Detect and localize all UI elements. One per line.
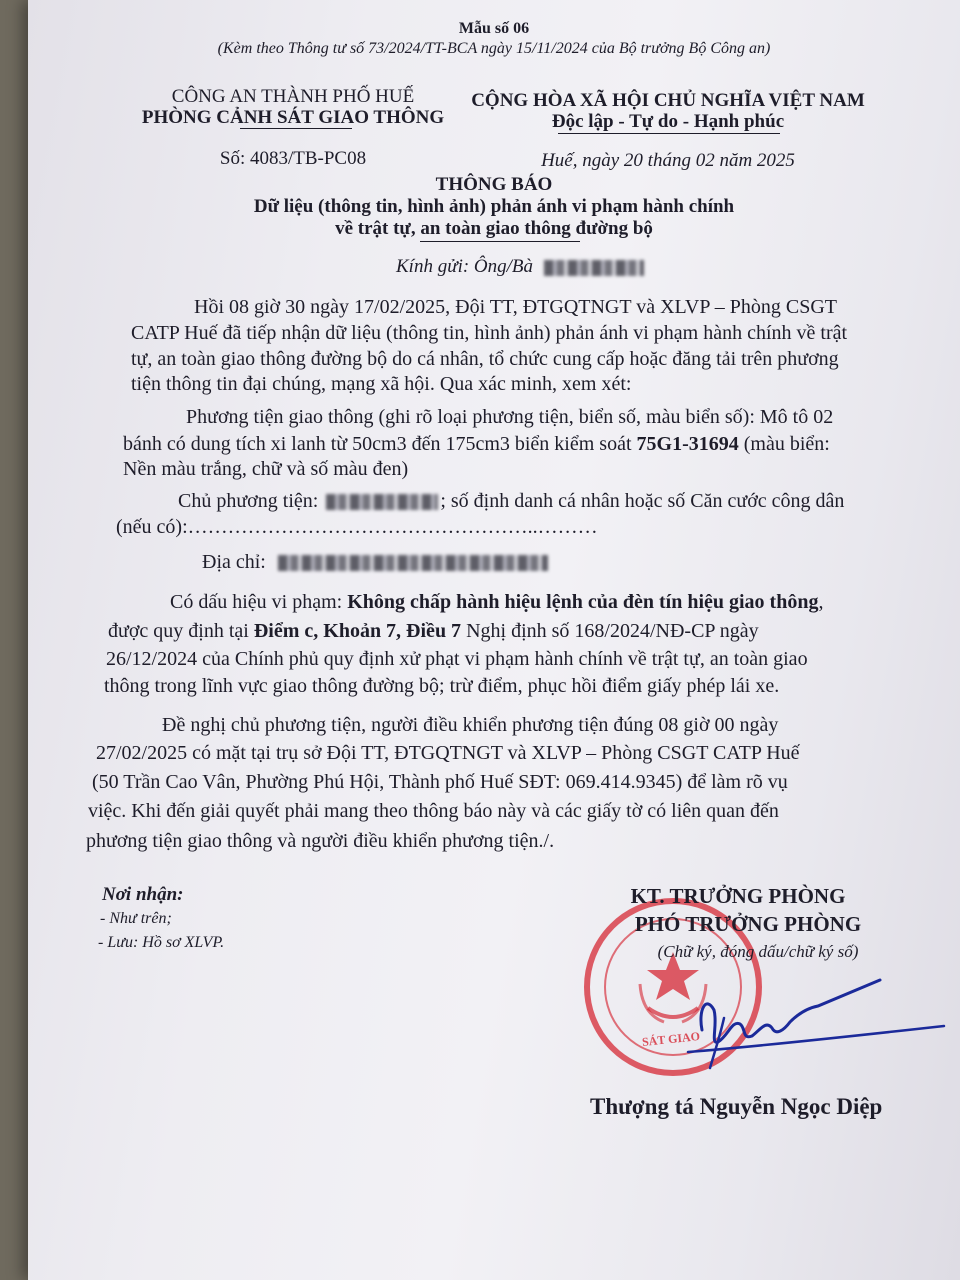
request-line2: 27/02/2025 có mặt tại trụ sở Đội TT, ĐTGQTNGT và XLVP – Phòng CSGT CATP Huế <box>96 742 800 764</box>
vehicle-line2 <box>123 433 830 456</box>
owner-id-label: ; số định danh cá nhân hoặc số Căn cước công dân <box>440 490 845 512</box>
recipient-item-1: - Như trên; <box>100 910 172 927</box>
decree-ref: Nghị định số 168/2024/NĐ-CP ngày <box>461 620 759 642</box>
signature-title-2: PHÓ TRƯỞNG PHÒNG <box>634 912 862 936</box>
motto-underline <box>558 133 780 134</box>
violation-comma: , <box>818 591 824 613</box>
request-line3: (50 Trần Cao Vân, Phường Phú Hội, Thành phố Huế SĐT: 069.414.9345) để làm rõ vụ <box>92 771 788 793</box>
signature-title-1: KT. TRƯỞNG PHÒNG <box>630 884 846 908</box>
vehicle-line3: Nền màu trắng, chữ và số màu đen) <box>123 458 409 480</box>
violation-text: Không chấp hành hiệu lệnh của đèn tín hiệu giao thông <box>347 591 819 613</box>
violation-label: Có dấu hiệu vi phạm: <box>170 591 348 613</box>
document-page <box>28 0 960 1280</box>
vehicle-desc: bánh có dung tích xi lanh từ 50cm3 đến 175cm3 biển kiểm soát <box>123 433 637 455</box>
request-line5: phương tiện giao thông và người điều khiển phương tiện./. <box>86 830 555 852</box>
para1-line3: tự, an toàn giao thông đường bộ do cá nhân, tổ chức cung cấp hoặc đăng tải trên phương <box>131 348 839 370</box>
form-title: Mẫu số 06 <box>458 20 530 37</box>
request-line4: việc. Khi đến giải quyết phải mang theo thông báo này và các giấy tờ có liên quan đến <box>88 800 779 822</box>
redacted-owner <box>326 494 438 510</box>
owner-line1 <box>178 490 844 513</box>
violation-line3: 26/12/2024 của Chính phủ quy định xử phạt vi phạm hành chính về trật tự, an toàn giao <box>106 648 808 670</box>
signer-name: Thượng tá Nguyễn Ngọc Diệp <box>590 1094 883 1119</box>
plate-color-label: (màu biển: <box>738 433 830 455</box>
para1-line2: CATP Huế đã tiếp nhận dữ liệu (thông tin, hình ảnh) phản ánh vi phạm hành chính về trật <box>131 322 848 344</box>
address-line <box>202 551 548 574</box>
redacted-name <box>544 260 644 276</box>
nation-motto: Độc lập - Tự do - Hạnh phúc <box>551 111 785 132</box>
recipient-label: Kính gửi: Ông/Bà <box>396 256 534 277</box>
violation-line2 <box>108 620 759 643</box>
vehicle-line1: Phương tiện giao thông (ghi rõ loại phương tiện, biển số, màu biển số): Mô tô 02 <box>186 406 834 428</box>
recipient-item-2: - Lưu: Hồ sơ XLVP. <box>98 934 225 951</box>
regulation-ref: Điểm c, Khoản 7, Điều 7 <box>253 620 462 642</box>
handwritten-signature <box>648 970 948 1080</box>
notice-subject-line1: Dữ liệu (thông tin, hình ảnh) phản ánh vi phạm hành chính <box>253 196 735 217</box>
address-label: Địa chỉ: <box>202 551 266 573</box>
nation-line1: CỘNG HÒA XÃ HỘI CHỦ NGHĨA VIỆT NAM <box>471 90 865 111</box>
notice-subject-line2: về trật tự, an toàn giao thông đường bộ <box>335 218 653 239</box>
agency-line1: CÔNG AN THÀNH PHỐ HUẾ <box>171 86 415 107</box>
owner-line2: (nếu có):……………………………………………..……… <box>116 516 598 538</box>
owner-label: Chủ phương tiện: <box>178 490 319 512</box>
document-number: Số: 4083/TB-PC08 <box>219 148 367 169</box>
agency-underline <box>240 128 352 129</box>
request-line1: Đề nghị chủ phương tiện, người điều khiển phương tiện đúng 08 giờ 00 ngày <box>162 714 779 736</box>
violation-line1 <box>170 591 823 614</box>
violation-line4: thông trong lĩnh vực giao thông đường bộ; trừ điểm, phục hồi điểm giấy phép lái xe. <box>104 675 780 697</box>
signature-note: (Chữ ký, đóng dấu/chữ ký số) <box>657 942 859 961</box>
regulation-label: được quy định tại <box>108 620 254 642</box>
form-subtitle: (Kèm theo Thông tư số 73/2024/TT-BCA ngày 15/11/2024 của Bộ trưởng Bộ Công an) <box>217 40 771 57</box>
license-plate: 75G1-31694 <box>636 433 739 455</box>
redacted-address <box>278 555 548 571</box>
para1-line1: Hồi 08 giờ 30 ngày 17/02/2025, Đội TT, ĐTGQTNGT và XLVP – Phòng CSGT <box>194 296 837 318</box>
notice-title: THÔNG BÁO <box>435 174 553 195</box>
para1-line4: tiện thông tin đại chúng, mạng xã hội. Qua xác minh, xem xét: <box>131 373 632 395</box>
recipient-line <box>396 256 644 278</box>
recipients-title: Nơi nhận: <box>102 884 184 905</box>
subject-underline <box>420 241 580 242</box>
issue-date: Huế, ngày 20 tháng 02 năm 2025 <box>541 150 795 171</box>
agency-line2: PHÒNG CẢNH SÁT GIAO THÔNG <box>141 107 445 128</box>
seal-text: SÁT GIAO <box>641 1029 701 1050</box>
